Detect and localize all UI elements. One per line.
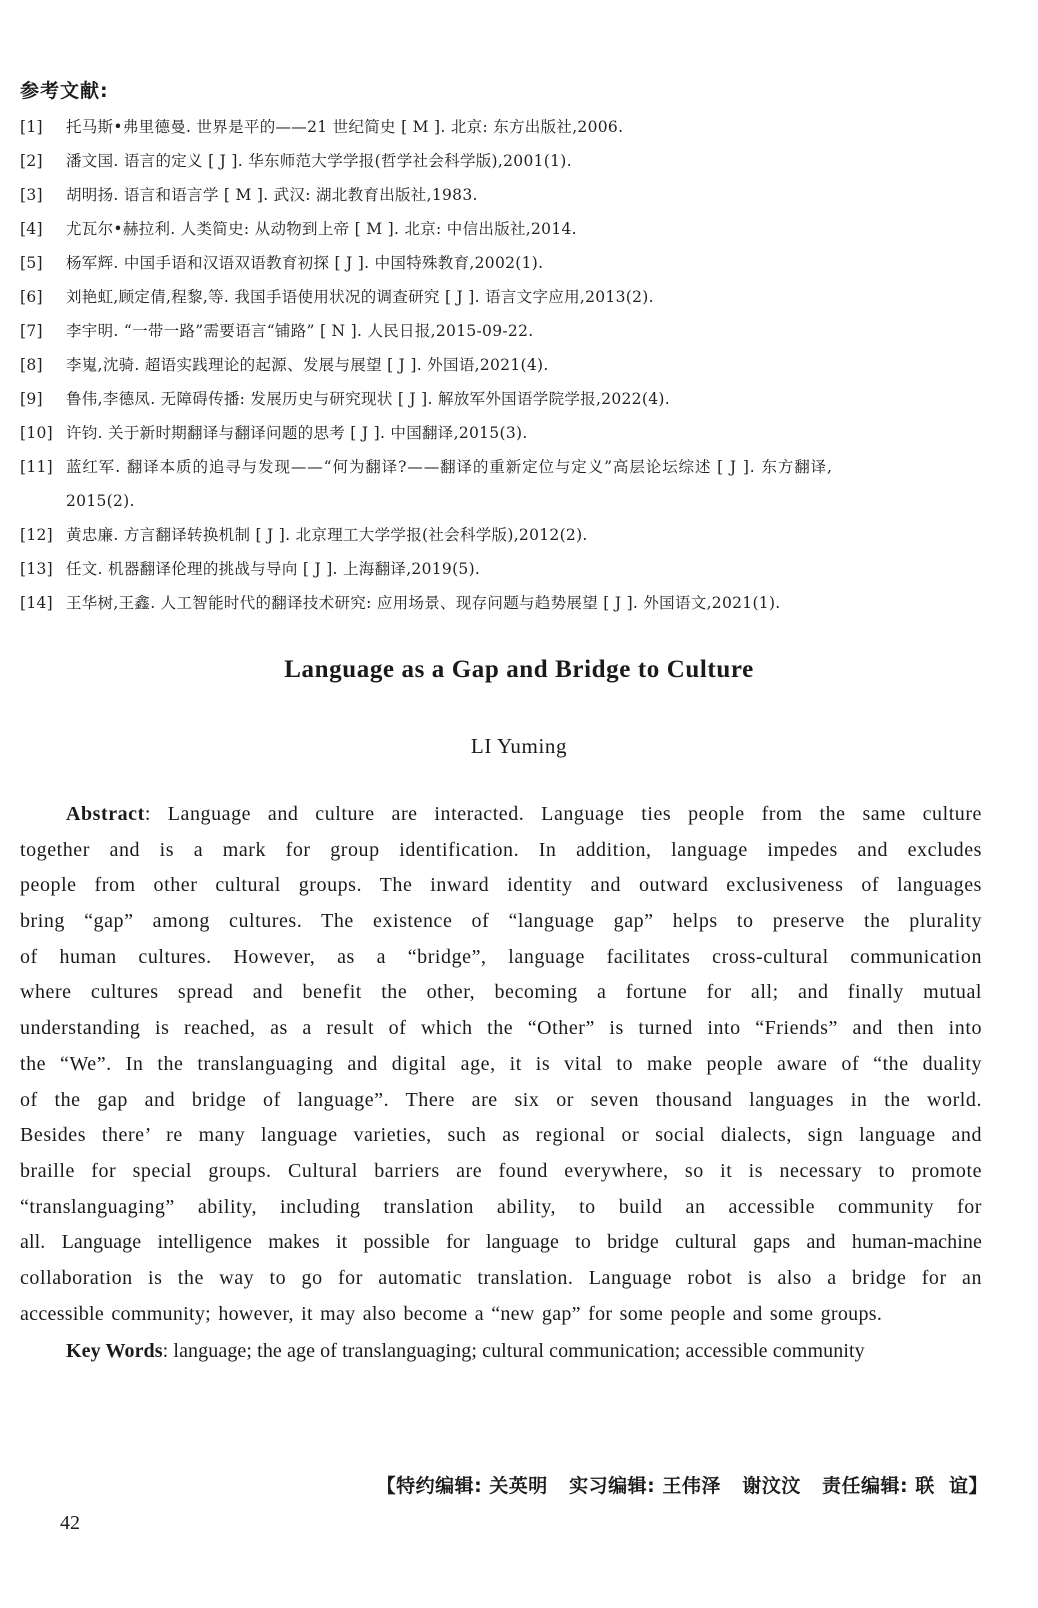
reference-number: [6] (20, 288, 43, 306)
reference-number: [10] (20, 424, 54, 442)
reference-text: 胡明扬. 语言和语言学 [ M ]. 武汉: 湖北教育出版社,1983. (66, 186, 478, 204)
reference-number: [3] (20, 186, 43, 204)
reference-text: 李嵬,沈骑. 超语实践理论的起源、发展与展望 [ J ]. 外国语,2021(4). (66, 356, 549, 374)
abstract-line: people from other cultural groups. The inward identity and outward exclusiveness of languages (20, 874, 982, 897)
reference-text: 任文. 机器翻译伦理的挑战与导向 [ J ]. 上海翻译,2019(5). (66, 560, 481, 578)
reference-number: [9] (20, 390, 43, 408)
reference-text: 黄忠廉. 方言翻译转换机制 [ J ]. 北京理工大学学报(社会科学版),2012(2). (66, 526, 588, 544)
reference-item (20, 280, 1010, 314)
abstract-line: accessible community; however, it may also become a “new gap” for some people and some groups. (20, 1302, 883, 1325)
abstract-line: together and is a mark for group identification. In addition, language impedes and excludes (20, 838, 982, 861)
editors-credit: 【特约编辑: 关英明 实习编辑: 王伟泽 谢汶汶 责任编辑: 联 谊】 (376, 1475, 988, 1497)
keywords-label: Key Words (66, 1340, 163, 1362)
reference-item (20, 382, 1010, 416)
reference-item (20, 110, 1010, 144)
reference-text: 蓝红军. 翻译本质的追寻与发现——“何为翻译?——翻译的重新定位与定义”高层论坛综述 [ J ]. 东方翻译, (66, 458, 833, 476)
reference-number: [4] (20, 220, 43, 238)
reference-number: [12] (20, 526, 54, 544)
reference-item (20, 246, 1010, 280)
reference-item (20, 450, 1010, 518)
reference-number: [2] (20, 152, 43, 170)
reference-number: [8] (20, 356, 43, 374)
reference-text: 李宇明. “一带一路”需要语言“铺路” [ N ]. 人民日报,2015-09-22. (66, 322, 534, 340)
reference-text: 刘艳虹,顾定倩,程黎,等. 我国手语使用状况的调查研究 [ J ]. 语言文字应用,2013(2). (66, 288, 654, 306)
keywords-text: : language; the age of translanguaging; cultural communication; accessible community (162, 1340, 865, 1362)
reference-item (20, 178, 1010, 212)
reference-number: [7] (20, 322, 43, 340)
abstract-line: of human cultures. However, as a “bridge”, language facilitates cross-cultural communication (20, 945, 982, 968)
reference-number: [5] (20, 254, 43, 272)
abstract-line: the “We”. In the translanguaging and digital age, it is vital to make people aware of “the duality (20, 1052, 982, 1075)
abstract-line: braille for special groups. Cultural barriers are found everywhere, so it is necessary to promote (20, 1159, 982, 1182)
reference-text: 尤瓦尔•赫拉利. 人类简史: 从动物到上帝 [ M ]. 北京: 中信出版社,2014. (66, 220, 577, 238)
reference-text: 许钧. 关于新时期翻译与翻译问题的思考 [ J ]. 中国翻译,2015(3). (66, 424, 528, 442)
abstract-line: all. Language intelligence makes it possible for language to bridge cultural gaps and human-machine (20, 1231, 982, 1254)
reference-text: 潘文国. 语言的定义 [ J ]. 华东师范大学学报(哲学社会科学版),2001(1). (66, 152, 572, 170)
abstract-line: of the gap and bridge of language”. There are six or seven thousand languages in the world. (20, 1088, 982, 1111)
reference-text: 鲁伟,李德凤. 无障碍传播: 发展历史与研究现状 [ J ]. 解放军外国语学院学报,2022(4). (66, 390, 670, 408)
abstract-line: where cultures spread and benefit the other, becoming a fortune for all; and finally mutual (20, 981, 982, 1004)
reference-number: [1] (20, 118, 43, 136)
reference-item (20, 518, 1010, 552)
reference-text-continuation: 2015(2). (66, 492, 135, 510)
reference-item (20, 314, 1010, 348)
abstract-line: collaboration is the way to go for automatic translation. Language robot is also a bridge for an (20, 1266, 982, 1289)
abstract-line: “translanguaging” ability, including translation ability, to build an accessible community for (20, 1195, 982, 1218)
reference-item (20, 552, 1010, 586)
reference-number: [13] (20, 560, 54, 578)
article-title: Language as a Gap and Bridge to Culture (284, 656, 754, 683)
page-number: 42 (60, 1512, 80, 1534)
abstract-line: understanding is reached, as a result of which the “Other” is turned into “Friends” and then into (20, 1017, 982, 1040)
reference-item (20, 416, 1010, 450)
reference-text: 杨军辉. 中国手语和汉语双语教育初探 [ J ]. 中国特殊教育,2002(1). (66, 254, 544, 272)
reference-text: 王华树,王鑫. 人工智能时代的翻译技术研究: 应用场景、现存问题与趋势展望 [ J ]. 外国语文,2021(1). (66, 594, 781, 612)
reference-number: [14] (20, 594, 54, 612)
keywords (66, 1334, 982, 1369)
abstract-label: Abstract (66, 803, 145, 825)
reference-item (20, 144, 1010, 178)
references-heading: 参考文献: (20, 80, 109, 102)
abstract-line: Besides there’ re many language varieties, such as regional or social dialects, sign language and (20, 1124, 982, 1147)
reference-item (20, 586, 1010, 620)
abstract-line: bring “gap” among cultures. The existence of “language gap” helps to preserve the plurality (20, 910, 982, 933)
reference-list (20, 110, 1010, 620)
abstract (20, 797, 982, 1332)
abstract-text: : Language and culture are interacted. Language ties people from the same culture (144, 803, 982, 825)
reference-item (20, 212, 1010, 246)
reference-item (20, 348, 1010, 382)
article-author: LI Yuming (470, 734, 568, 758)
reference-number: [11] (20, 458, 54, 476)
reference-text: 托马斯•弗里德曼. 世界是平的——21 世纪简史 [ M ]. 北京: 东方出版社,2006. (66, 118, 624, 136)
abstract-line (20, 797, 982, 833)
